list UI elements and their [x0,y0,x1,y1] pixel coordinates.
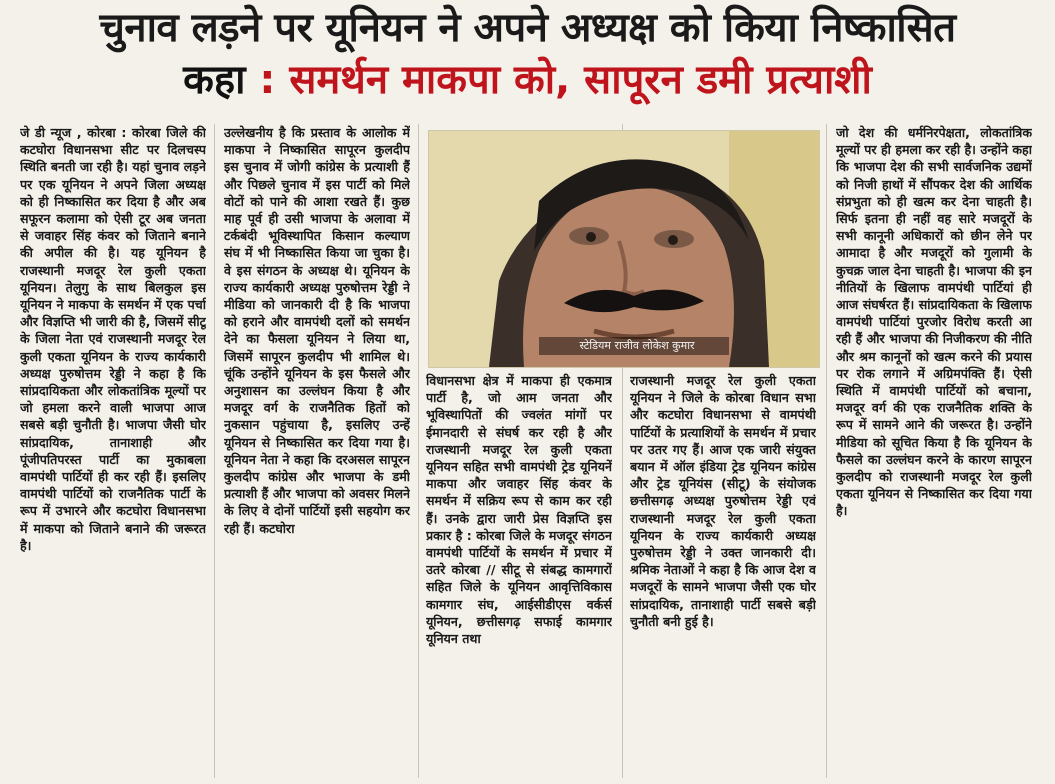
column-divider [418,124,419,778]
news-photo [428,130,820,368]
headline-sub [0,58,1055,102]
article-column-1 [20,124,206,780]
headline-highlight: समर्थन माकपा को, सापूरन डमी प्रत्याशी [289,57,872,103]
column-text: जो देश की धर्मनिरपेक्षता, लोकतांत्रिक मूल्यों पर ही हमला कर रही है। उन्होंने कहा कि भाजपा देश की सभी सार्वजनिक उद्यमों को निजी हाथों में सौंपकर देश की आर्थिक संप्रभुता को ही खत्म कर देना चाहती है। सिर्फ इतना ही नहीं वह सारे मजदूरों के सभी कानूनी अधिकारों को छीन लेने पर आमादा है और मजदूरों को गुलामी के कुचक्र जाल देना चाहती है। भाजपा की इन नीतियों के खिलाफ वामपंथी पार्टियां ही आज संघर्षरत हैं। सांप्रदायिकता के खिलाफ वामपंथी पार्टियां पुरजोर विरोध करती आ रही हैं और भाजपा की निजीकरण की नीति और श्रम कानूनों को खत्म करने की प्रयास पर रोक लगाने में अग्रिमपंक्ति हैं। ऐसी स्थिति में वामपंथी पार्टियों को बचाना, मजदूर वर्ग की एक राजनैतिक शक्ति के रूप में सामने आने की जरूरत है। उन्होंने मीडिया को सूचित किया है कि यूनियन के फैसले का उल्लंघन करने के कारण सापूरन कुलदीप को राजस्थानी मजदूर रेल कुली एकता यूनियन से निष्कासित कर दिया गया है। [836,125,1032,519]
article-column-2 [224,124,410,780]
column-text: विधानसभा क्षेत्र में माकपा ही एकमात्र पार्टी है, जो आम जनता और भूविस्थापितों की ज्वलंत मांगों पर ईमानदारी से संघर्ष कर रही है और राजस्थानी मजदूर रेल कुली एकता यूनियन सहित सभी वामपंथी ट्रेड यूनियनें माकपा और जवाहर सिंह कंवर के समर्थन में सक्रिय रूप से काम कर रही हैं। उनके द्वारा जारी प्रेस विज्ञप्ति इस प्रकार है : कोरबा जिले के मजदूर संगठन वामपंथी पार्टियों के समर्थन में प्रचार में उतरे कोरबा // सीटू से संबद्ध कामगारों सहित जिले के यूनियन आवृत्तिविकास कामगार संघ, आईसीडीएस वर्कर्स यूनियन, छत्तीसगढ़ सफाई कामगार यूनियन तथा [426,373,612,647]
article-column-3 [426,372,612,780]
column-text: जे डी न्यूज , कोरबा : कोरबा जिले की कटघोरा विधानसभा सीट पर दिलचस्प स्थिति बनती जा रही है। यहां चुनाव लड़ने पर एक यूनियन ने अपने जिला अध्यक्ष को ही निष्कासित कर दिया है और अब सफूरन कलामा को ऐसी टूर अब जनता से जवाहर सिंह कंवर को जिताने बनाने की अपील की है। यह यूनियन है राजस्थानी मजदूर रेल कुली एकता यूनियन। तेलुगु के साथ बिलकुल इस यूनियन ने माकपा के समर्थन में एक पर्चा और विज्ञप्ति भी जारी की है, जिसमें सीटू के जिला नेता एवं राजस्थानी मजदूर रेल कुली एकता यूनियन के राज्य कार्यकारी अध्यक्ष पुरुषोत्तम रेड्डी ने कहा है कि सांप्रदायिकता और लोकतांत्रिक मूल्यों पर जो हमला करने वाली भाजपा आज सबसे बड़ी चुनौती है। भाजपा जैसी घोर सांप्रदायिक, तानाशाही और पूंजीपतिपरस्त पार्टी का मुकाबला वामपंथी पार्टियों ही कर रही हैं। इसलिए वामपंथी पार्टियों को राजनैतिक पार्टी के रूप में उभारने और कटघोरा विधानसभा में माकपा को जिताने बनाने की जरूरत है। [20,125,206,553]
headline-main: चुनाव लड़ने पर यूनियन ने अपने अध्यक्ष को किया निष्कासित [99,5,956,51]
column-divider [214,124,215,778]
article-column-4 [630,372,816,780]
article-column-5 [836,124,1032,780]
photo-caption: स्टेडियम राजीव लोकेश कुमार [579,339,695,352]
column-divider [826,124,827,778]
headline-kicker: कहा [183,57,246,103]
headline-colon: : [259,57,276,103]
column-text: उल्लेखनीय है कि प्रस्ताव के आलोक में माकपा ने निष्कासित सापूरन कुलदीप इस चुनाव में जोगी कांग्रेस के प्रत्याशी हैं और पिछले चुनाव में इस पार्टी को मिले वोटों को पाने की आशा रखते हैं। कुछ माह पूर्व ही उसी भाजपा के अलावा में टर्कबंदी भूविस्थापित किसान कल्याण संघ में भी निष्कासित किया जा चुका है। वे इस संगठन के अध्यक्ष थे। यूनियन के राज्य कार्यकारी अध्यक्ष पुरुषोत्तम रेड्डी ने मीडिया को जानकारी दी है कि भाजपा को हराने और वामपंथी दलों को समर्थन देने का फैसला यूनियन ने लिया था, जिसमें सापूरन कुलदीप भी शामिल थे। चूंकि उन्होंने यूनियन के इस फैसले और अनुशासन का उल्लंघन किया है और मजदूर वर्ग के राजनैतिक हितों को नुकसान पहुंचाया है, इसलिए उन्हें यूनियन से निष्कासित कर दिया गया है। यूनियन नेता ने कहा कि दरअसल सापूरन कुलदीप कांग्रेस और भाजपा के डमी प्रत्याशी हैं और भाजपा को अवसर मिलने के लिए वे दोनों पार्टियों इसी सहयोग कर रही हैं। कटघोरा [224,125,410,536]
headline [0,6,1055,102]
person-portrait [429,131,819,367]
column-text: राजस्थानी मजदूर रेल कुली एकता यूनियन ने जिले के कोरबा विधान सभा और कटघोरा विधानसभा से वामपंथी पार्टियों के प्रत्याशियों के समर्थन में प्रचार पर उतर गए हैं। आज एक जारी संयुक्त बयान में ऑल इंडिया ट्रेड यूनियन कांग्रेस और ट्रेड यूनियंस (सीटू) के संयोजक छत्तीसगढ़ अध्यक्ष पुरुषोत्तम रेड्डी एवं राजस्थानी मजदूर रेल कुली एकता यूनियन के राज्य कार्यकारी अध्यक्ष पुरुषोत्तम रेड्डी ने उक्त जानकारी दी। श्रमिक नेताओं ने कहा है कि आज देश व मजदूरों के सामने भाजपा जैसी एक घोर सांप्रदायिक, तानाशाही पार्टी सबसे बड़ी चुनौती बनी हुई है। [630,373,816,629]
